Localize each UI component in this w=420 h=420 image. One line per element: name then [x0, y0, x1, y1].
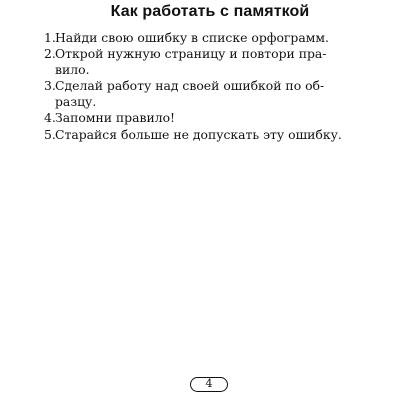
page-title: Как работать с памяткой	[110, 3, 310, 20]
list-item-number: 3.	[44, 78, 56, 94]
list-item-line: Старайся больше не допускать эту ошибку.	[55, 126, 342, 142]
page-number: 4	[190, 377, 228, 392]
list-item-line: Найди свою ошибку в списке орфограмм.	[55, 30, 329, 45]
list-item-number: 5.	[44, 126, 56, 142]
list-item-number: 2.	[44, 46, 56, 62]
list-item	[44, 110, 380, 126]
list-item-text	[55, 110, 380, 126]
list-item	[44, 78, 380, 110]
list-item-line: Открой нужную страницу и повтори пра-	[55, 46, 327, 62]
list-item-line: Запомни правило!	[55, 110, 176, 126]
list-item-number: 1.	[44, 30, 56, 45]
list-item-line: разцу.	[55, 94, 97, 110]
list-item	[44, 46, 380, 78]
list-item-text	[55, 127, 380, 143]
list-item-line: вило.	[55, 62, 90, 78]
instruction-list	[44, 30, 380, 143]
list-item-line: Сделай работу над своей ошибкой по об-	[55, 78, 325, 94]
list-item	[44, 127, 380, 143]
list-item-text	[55, 78, 380, 110]
list-item-text	[55, 46, 380, 78]
list-item	[44, 30, 380, 46]
list-item-number: 4.	[44, 110, 56, 126]
list-item-text	[55, 30, 380, 46]
